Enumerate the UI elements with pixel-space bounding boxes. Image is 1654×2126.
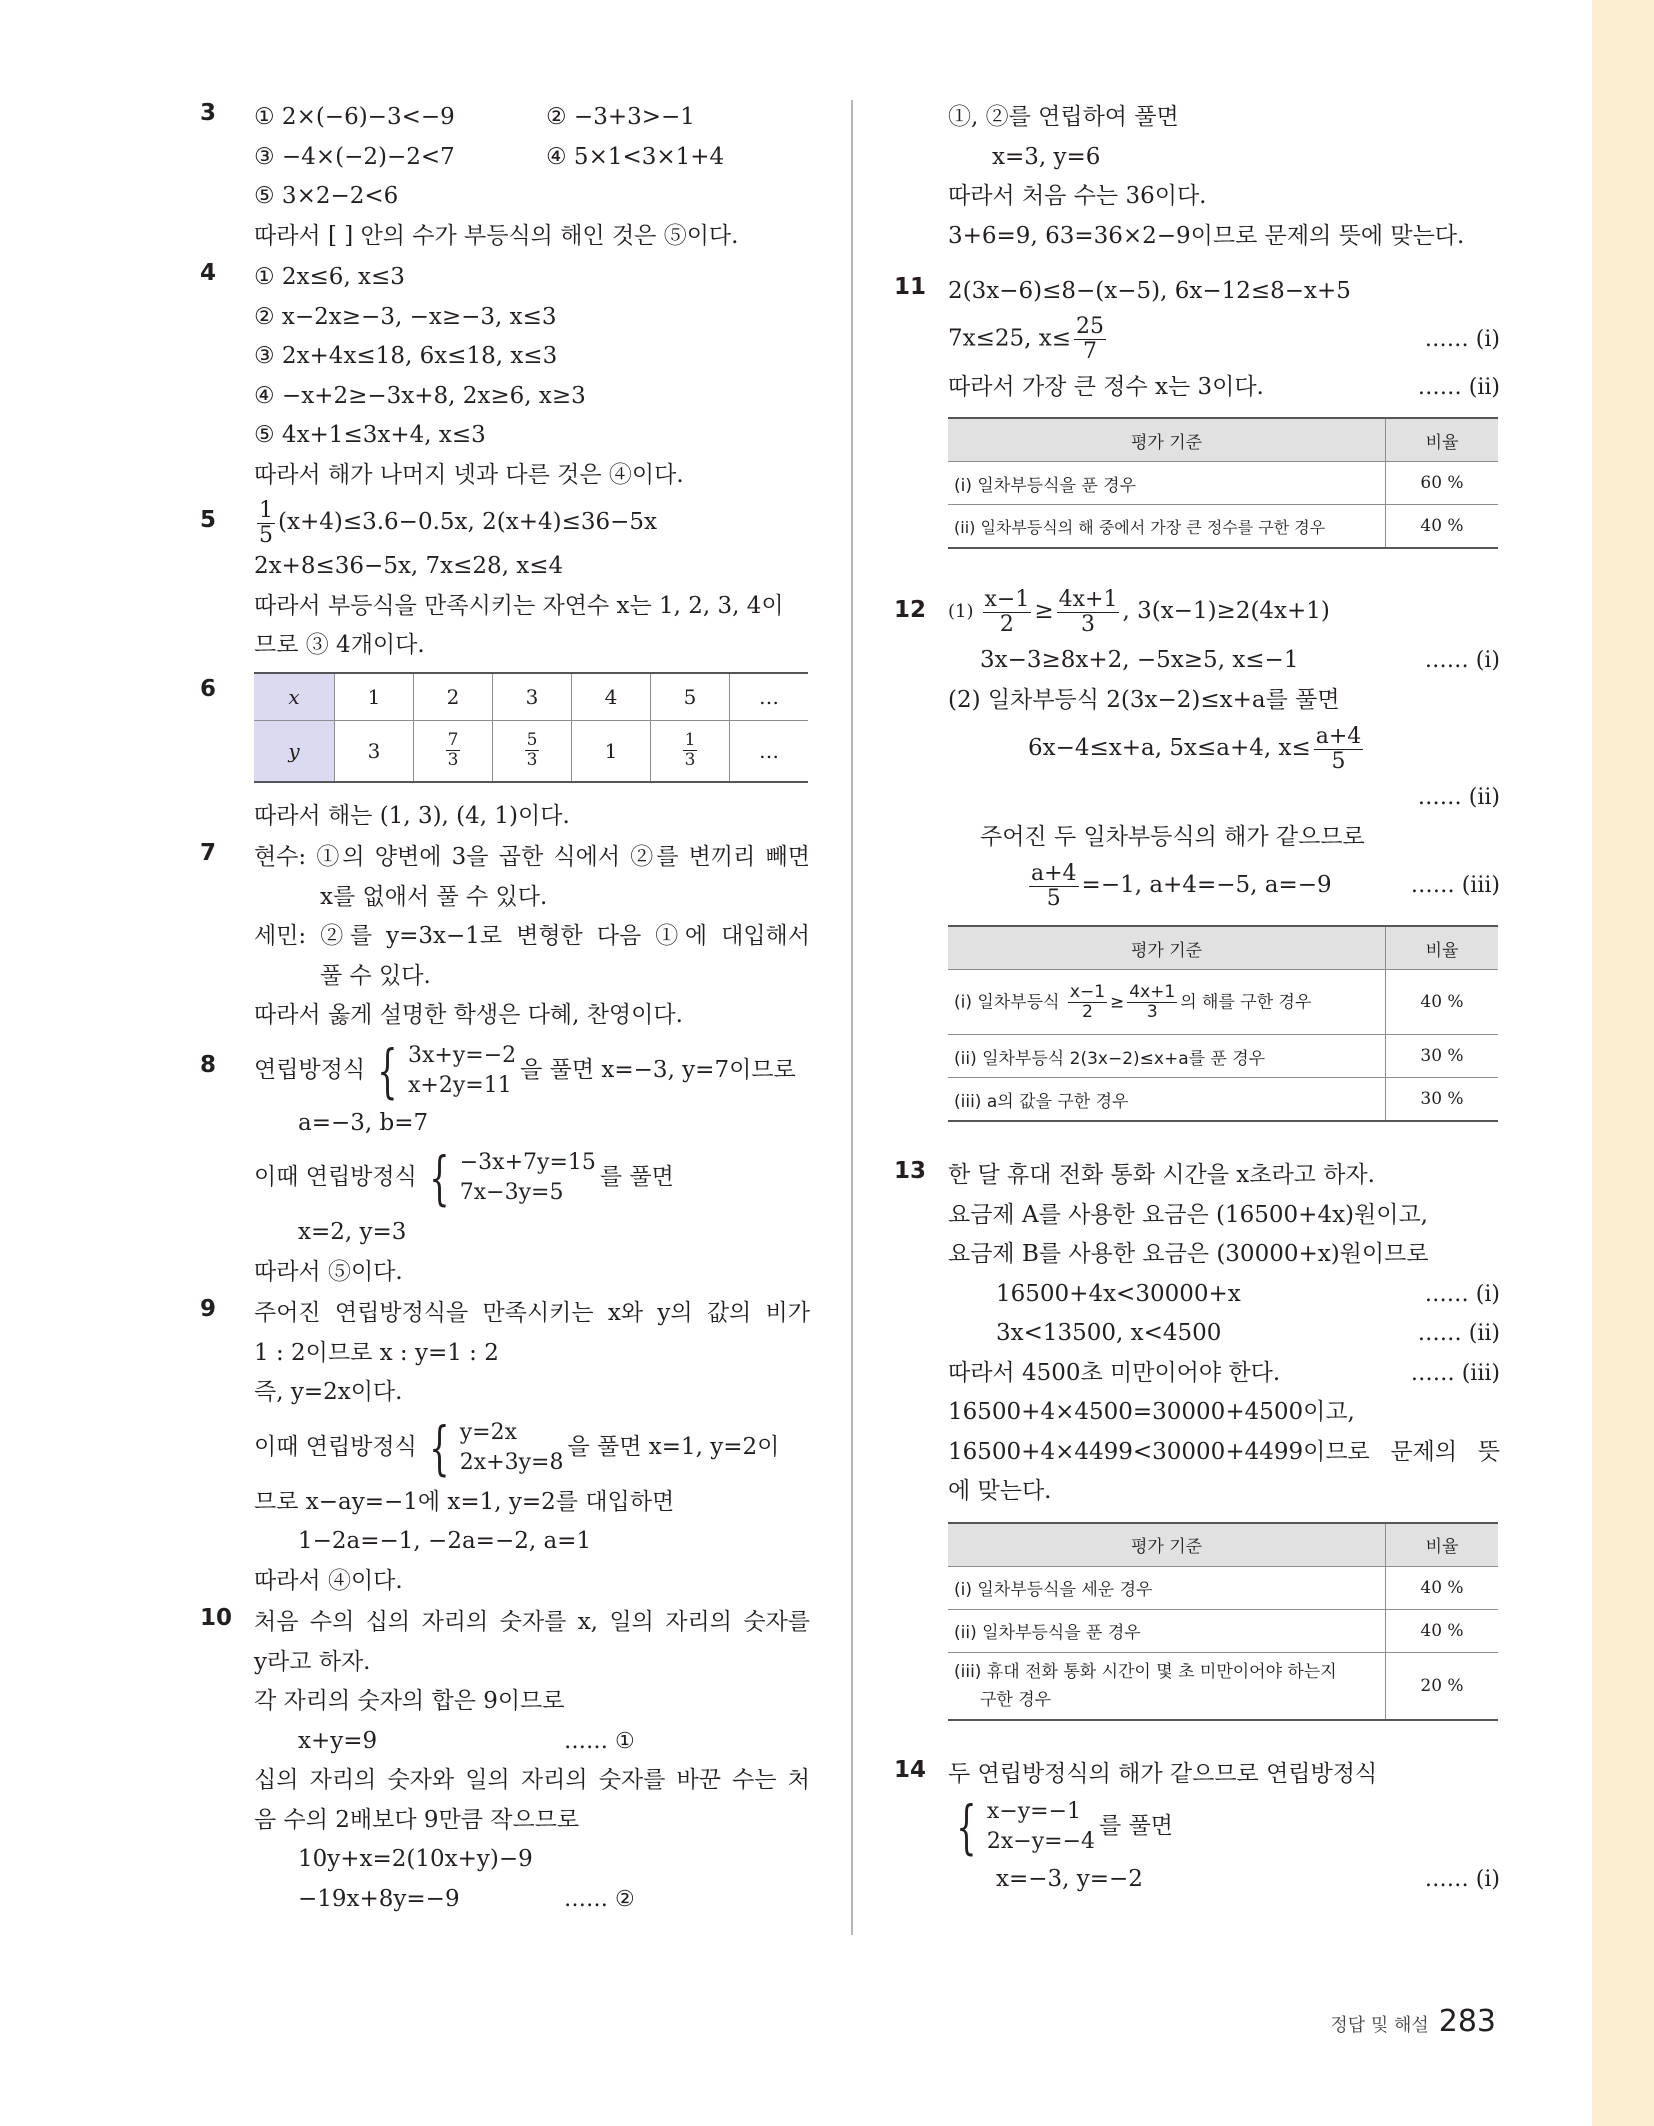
solution-line: ⑤ 4x+1≤3x+4, x≤3 xyxy=(254,422,486,448)
solution-line: 요금제 B를 사용한 요금은 (30000+x)원이므로 xyxy=(948,1241,1429,1267)
solution-line: 즉, y=2x이다. xyxy=(254,1379,403,1405)
step-marker: …… (i) xyxy=(1424,1867,1500,1892)
conclusion: 따라서 해는 (1, 3), (4, 1)이다. xyxy=(254,802,570,829)
problem-number: 3 xyxy=(200,100,217,126)
page-number: 283 xyxy=(1438,2004,1496,2039)
solution-line: 1 : 2이므로 x : y=1 : 2 xyxy=(254,1339,499,1366)
ratio-cell: 20 % xyxy=(1386,1652,1499,1720)
equation-marker: …… ② xyxy=(564,1886,635,1912)
equation-marker: …… ① xyxy=(564,1728,635,1754)
conclusion: 따라서 가장 큰 정수 x는 3이다. xyxy=(948,373,1264,400)
solution-line: 각 자리의 숫자의 합은 9이므로 xyxy=(254,1688,565,1714)
solution-line: 16500+4×4500=30000+4500이고, xyxy=(948,1399,1355,1425)
problem-number: 9 xyxy=(200,1296,217,1322)
equation: y=2x xyxy=(459,1419,518,1445)
conclusion: 따라서 ⑤이다. xyxy=(254,1258,403,1285)
problem-10-continued xyxy=(894,98,1500,256)
criteria-cell: (i) 일차부등식을 세운 경우 xyxy=(948,1566,1386,1609)
header-criteria: 평가 기준 xyxy=(948,1523,1386,1567)
value-table xyxy=(254,672,808,783)
criteria-cell: (ii) 일차부등식의 해 중에서 가장 큰 정수를 구한 경우 xyxy=(948,505,1386,549)
problem-5 xyxy=(200,497,810,666)
inequality: 6x−4≤x+a, 5x≤a+4, x≤ xyxy=(1028,735,1311,762)
choice-4: ④ 5×1<3×1+4 xyxy=(546,143,725,170)
solution-line: ①, ②를 연립하여 풀면 xyxy=(948,104,1179,130)
equation: 2x+3y=8 xyxy=(459,1449,564,1475)
left-column xyxy=(200,98,810,1921)
solution-line: 2(3x−6)≤8−(x−5), 6x−12≤8−x+5 xyxy=(948,278,1351,304)
equation: 7x−3y=5 xyxy=(459,1180,564,1205)
solution-line: 3x−3≥8x+2, −5x≥5, x≤−1 xyxy=(980,647,1299,673)
step-marker: …… (ii) xyxy=(1417,1321,1500,1346)
solution-line: x=2, y=3 xyxy=(298,1219,407,1245)
equation: 3x+y=−2 xyxy=(408,1042,517,1068)
solution-line: ④ −x+2≥−3x+8, 2x≥6, x≥3 xyxy=(254,382,586,409)
text: 를 풀면 xyxy=(1099,1813,1174,1840)
equation: 2x−y=−4 xyxy=(986,1829,1096,1854)
cell: … xyxy=(730,673,809,721)
cell xyxy=(493,720,572,782)
fraction: $\frac{1}{3}$ xyxy=(684,730,696,770)
step-marker: …… (i) xyxy=(1424,1281,1500,1307)
fraction: $\frac{1}{5}$ xyxy=(259,497,273,548)
problem-4 xyxy=(200,258,810,495)
problem-number: 7 xyxy=(200,840,217,866)
footer-label: 정답 및 해설 xyxy=(1330,2015,1429,2036)
cell: 1 xyxy=(572,720,651,782)
student-explanation-cont: x를 없애서 풀 수 있다. xyxy=(320,883,548,910)
inequality: 16500+4x<30000+x xyxy=(996,1280,1241,1307)
conclusion: 따라서 해가 나머지 넷과 다른 것은 ④이다. xyxy=(254,461,684,488)
grading-table xyxy=(948,1522,1498,1721)
step-marker: …… (i) xyxy=(1424,326,1500,352)
solution-line: ② x−2x≥−3, −x≥−3, x≤3 xyxy=(254,303,557,330)
conclusion: 므로 ③ 4개이다. xyxy=(254,632,425,658)
inequality: 7x≤25, x≤ xyxy=(948,325,1072,352)
solution-line: 므로 x−ay=−1에 x=1, y=2를 대입하면 xyxy=(254,1488,675,1515)
conclusion: 3+6=9, 63=36×2−9이므로 문제의 뜻에 맞는다. xyxy=(948,222,1465,249)
choice-3: ③ −4×(−2)−2<7 xyxy=(254,143,455,170)
ratio-cell: 40 % xyxy=(1386,970,1499,1035)
criteria-cell: (iii) a의 값을 구한 경우 xyxy=(948,1078,1386,1122)
conclusion: 따라서 4500초 미만이어야 한다. xyxy=(948,1359,1281,1386)
solution-line: 따라서 처음 수는 36이다. xyxy=(948,183,1207,209)
problem-12 xyxy=(894,583,1500,1122)
cell: 3 xyxy=(493,673,572,721)
cell: 5 xyxy=(651,673,730,721)
header-ratio: 비율 xyxy=(1386,1523,1499,1567)
fraction: $\frac{7}{3}$ xyxy=(447,730,459,770)
text: 이때 연립방정식 xyxy=(254,1164,417,1191)
problem-10 xyxy=(200,1603,810,1919)
solution-line: 에 맞는다. xyxy=(948,1478,1052,1504)
conclusion: 따라서 [ ] 안의 수가 부등식의 해인 것은 ⑤이다. xyxy=(254,222,739,249)
criteria-cell: (iii) 휴대 전화 통화 시간이 몇 초 미만이어야 하는지 구한 경우 xyxy=(948,1652,1386,1720)
grading-table xyxy=(948,925,1498,1122)
inequality: 3x<13500, x<4500 xyxy=(996,1320,1222,1346)
conclusion: 따라서 ④이다. xyxy=(254,1567,403,1594)
step-marker: …… (iii) xyxy=(1410,1360,1500,1386)
header-criteria: 평가 기준 xyxy=(948,926,1386,970)
equation: =−1, a+4=−5, a=−9 xyxy=(1081,872,1332,899)
problem-11 xyxy=(894,272,1500,549)
row-label-y: y xyxy=(254,720,335,782)
problem-13 xyxy=(894,1156,1500,1721)
page-footer xyxy=(1330,2004,1496,2039)
column-divider xyxy=(851,100,853,1935)
cell: 3 xyxy=(335,720,414,782)
problem-8 xyxy=(200,1038,810,1293)
ratio-cell: 30 % xyxy=(1386,1035,1499,1078)
row-label-x: x xyxy=(254,673,335,721)
sub-label: (1) xyxy=(948,601,974,623)
problem-number: 10 xyxy=(200,1605,233,1631)
solution-line: ③ 2x+4x≤18, 6x≤18, x≤3 xyxy=(254,343,558,369)
fraction: $\frac{x-1}{2}$ xyxy=(984,586,1030,637)
problem-14 xyxy=(894,1755,1500,1900)
choice-5: ⑤ 3×2−2<6 xyxy=(254,183,399,209)
solution-line: 2x+8≤36−5x, 7x≤28, x≤4 xyxy=(254,553,564,579)
problem-number: 13 xyxy=(894,1158,927,1184)
problem-number: 14 xyxy=(894,1756,927,1783)
solution-line: 주어진 연립방정식을 만족시키는 x와 y의 값의 비가 xyxy=(254,1300,810,1326)
choice-1: ① 2×(−6)−3<−9 xyxy=(254,104,455,130)
choice-2: ② −3+3>−1 xyxy=(546,104,695,130)
header-ratio: 비율 xyxy=(1386,418,1499,462)
inequality: (x+4)≤3.6−0.5x, 2(x+4)≤36−5x xyxy=(278,509,657,535)
header-criteria: 평가 기준 xyxy=(948,418,1386,462)
student-explanation-cont: 풀 수 있다. xyxy=(320,962,431,989)
student-explanation: 현수: ①의 양변에 3을 곱한 식에서 ②를 변끼리 빼면 xyxy=(254,844,810,870)
fraction: $\frac{5}{3}$ xyxy=(526,730,538,770)
ratio-cell: 40 % xyxy=(1386,1566,1499,1609)
equation: x+y=9 xyxy=(298,1727,378,1754)
side-color-strip xyxy=(1592,0,1654,2126)
equation: −3x+7y=15 xyxy=(459,1150,596,1175)
problem-3 xyxy=(200,98,810,256)
solution-line: 처음 수의 십의 자리의 숫자를 x, 일의 자리의 숫자를 xyxy=(254,1609,810,1635)
right-column xyxy=(894,98,1500,1902)
cell xyxy=(414,720,493,782)
step-marker: …… (iii) xyxy=(1410,873,1500,899)
solution-line: 따라서 부등식을 만족시키는 자연수 x는 1, 2, 3, 4이 xyxy=(254,592,784,619)
ratio-cell: 40 % xyxy=(1386,1609,1499,1652)
equation-system: { y=2x 2x+3y=8 xyxy=(429,1413,564,1482)
fraction: $\frac{a+4}{5}$ xyxy=(1031,860,1077,911)
cell: … xyxy=(730,720,809,782)
fraction: $\frac{4x+1}{3}$ xyxy=(1058,586,1118,637)
problem-number: 6 xyxy=(200,675,217,702)
solution-line: 주어진 두 일차부등식의 해가 같으므로 xyxy=(980,823,1365,850)
inequality: , 3(x−1)≥2(4x+1) xyxy=(1122,598,1330,625)
cell: 2 xyxy=(414,673,493,721)
solution-line: 한 달 휴대 전화 통화 시간을 x초라고 하자. xyxy=(948,1162,1375,1188)
problem-9 xyxy=(200,1294,810,1601)
solution-line: 1−2a=−1, −2a=−2, a=1 xyxy=(298,1528,592,1554)
text: 을 풀면 x=−3, y=7이므로 xyxy=(520,1056,796,1083)
problem-number: 5 xyxy=(200,507,217,533)
cell: 1 xyxy=(335,673,414,721)
ratio-cell: 60 % xyxy=(1386,462,1499,505)
problem-7 xyxy=(200,838,810,1036)
solution-line: 십의 자리의 숫자와 일의 자리의 숫자를 바꾼 수는 처 xyxy=(254,1767,810,1793)
problem-number: 4 xyxy=(200,260,217,286)
solution-line: ① 2x≤6, x≤3 xyxy=(254,264,405,290)
text: 이때 연립방정식 xyxy=(254,1433,417,1460)
solution-line: y라고 하자. xyxy=(254,1648,371,1675)
operator: ≥ xyxy=(1034,598,1054,625)
equation: −19x+8y=−9 xyxy=(298,1885,460,1912)
criteria-cell: (i) 일차부등식 $\frac{x-1}{2}$ ≥ $\frac{4x+1}{3}$ 의 해를 구한 경우 xyxy=(948,970,1386,1035)
step-marker: …… (i) xyxy=(1424,648,1500,673)
fraction: $\frac{x-1}{2}$ xyxy=(1069,981,1106,1022)
problem-number: 11 xyxy=(894,274,927,300)
criteria-cell: (ii) 일차부등식을 푼 경우 xyxy=(948,1609,1386,1652)
solution-line: 두 연립방정식의 해가 같으므로 연립방정식 xyxy=(948,1760,1378,1787)
header-ratio: 비율 xyxy=(1386,926,1499,970)
solution-line: 요금제 A를 사용한 요금은 (16500+4x)원이고, xyxy=(948,1201,1428,1228)
equation-system: { x−y=−1 2x−y=−4 xyxy=(956,1793,1096,1861)
ratio-cell: 30 % xyxy=(1386,1078,1499,1122)
equation-system: { 3x+y=−2 x+2y=11 xyxy=(377,1036,517,1105)
equation-system: { −3x+7y=15 7x−3y=5 xyxy=(429,1144,596,1212)
student-explanation: 세민: ②를 y=3x−1로 변형한 다음 ①에 대입해서 xyxy=(254,923,810,949)
fraction: $\frac{25}{7}$ xyxy=(1076,314,1105,364)
solution-line: (2) 일차부등식 2(3x−2)≤x+a를 풀면 xyxy=(948,686,1340,713)
equation: x+2y=11 xyxy=(408,1072,512,1098)
problem-6 xyxy=(200,672,810,837)
problem-number: 8 xyxy=(200,1051,217,1078)
step-marker: …… (ii) xyxy=(1417,374,1500,400)
cell xyxy=(651,720,730,782)
criteria-cell: (ii) 일차부등식 2(3x−2)≤x+a를 푼 경우 xyxy=(948,1035,1386,1078)
text: 을 풀면 x=1, y=2이 xyxy=(567,1433,780,1460)
solution-line: a=−3, b=7 xyxy=(298,1109,429,1136)
conclusion: 따라서 옳게 설명한 학생은 다혜, 찬영이다. xyxy=(254,1002,683,1028)
problem-number: 12 xyxy=(894,597,927,623)
fraction: $\frac{4x+1}{3}$ xyxy=(1129,981,1176,1022)
text: 연립방정식 xyxy=(254,1056,366,1083)
text: 를 풀면 xyxy=(599,1164,674,1191)
solution-line: 음 수의 2배보다 9만큼 작으므로 xyxy=(254,1806,580,1833)
fraction: $\frac{a+4}{5}$ xyxy=(1315,723,1362,774)
solution-line: x=−3, y=−2 xyxy=(996,1866,1143,1892)
cell: 4 xyxy=(572,673,651,721)
step-marker: …… (ii) xyxy=(1417,785,1500,810)
solution-line: x=3, y=6 xyxy=(992,143,1101,170)
equation: x−y=−1 xyxy=(986,1799,1082,1824)
criteria-cell: (i) 일차부등식을 푼 경우 xyxy=(948,462,1386,505)
equation: 10y+x=2(10x+y)−9 xyxy=(298,1846,533,1872)
solution-line: 16500+4×4499<30000+4499이므로 문제의 뜻 xyxy=(948,1438,1500,1465)
ratio-cell: 40 % xyxy=(1386,505,1499,549)
grading-table xyxy=(948,417,1498,549)
